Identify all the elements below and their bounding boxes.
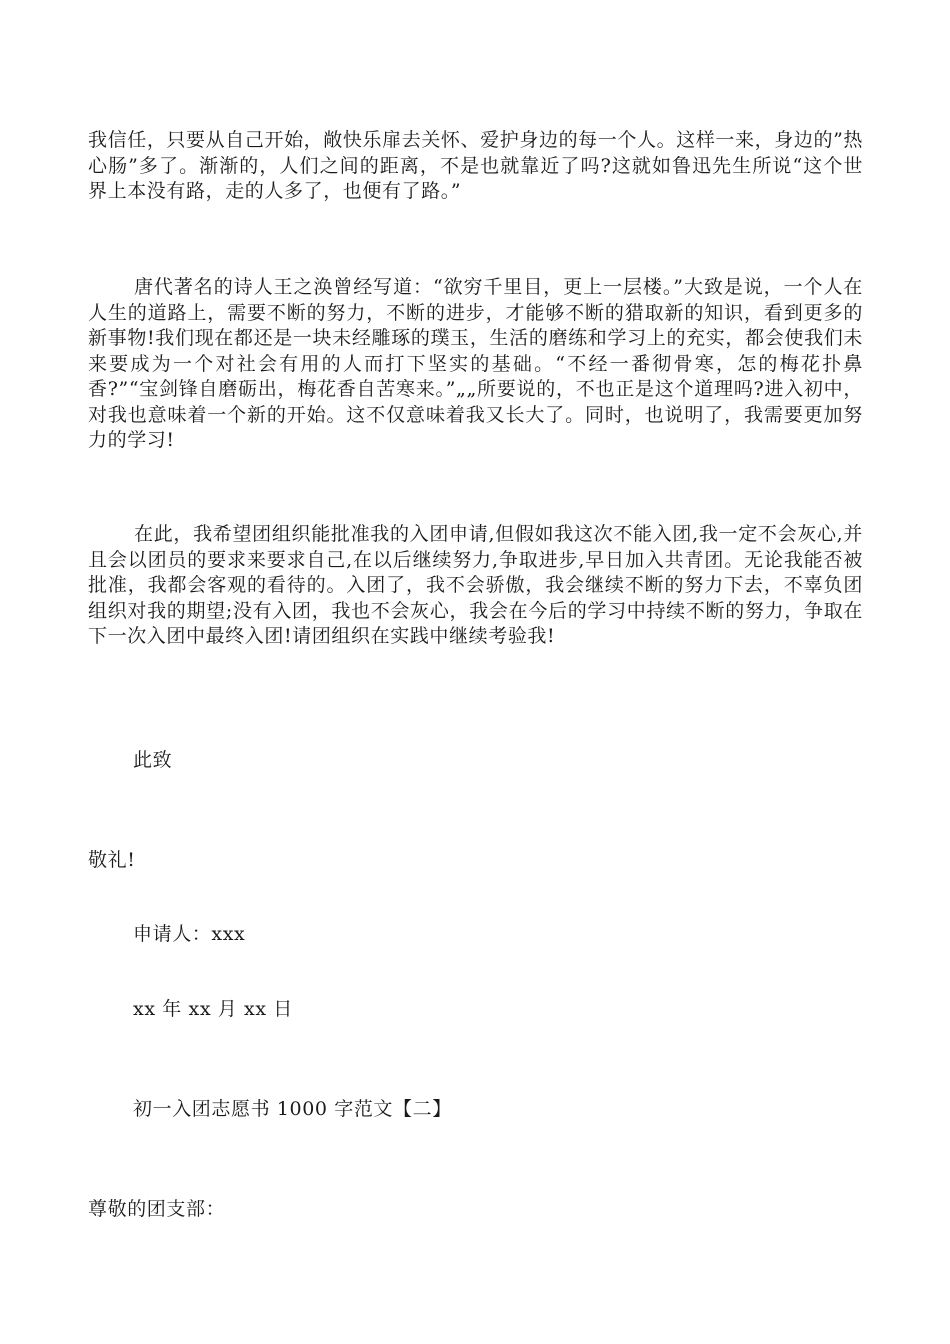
greeting-text: 尊敬的团支部：: [88, 1198, 226, 1220]
salute-text: 敬礼!: [88, 849, 136, 871]
body-paragraph: 唐代著名的诗人王之涣曾经写道：“欲穷千里目，更上一层楼。”大致是说，一个人在人生的道路上，需要不断的努力，不断的进步，才能够不断的猎取新的知识，看到更多的新事物!我们现在都还是一块未经雕琢的璞玉，生活的磨练和学习上的充实，都会使我们未来要成为一个对社会有用的人而打下坚实的基础。“不经一番彻骨寒，怎的梅花扑鼻香?”“宝剑锋自磨砺出，梅花香自苦寒来。”„„所要说的，不也正是这个道理吗?进入初中，对我也意味着一个新的开始。这不仅意味着我又长大了。同时，也说明了，我需要更加努力的学习!: [88, 276, 863, 451]
applicant-name: 申请人：xxx: [133, 923, 246, 945]
section-title: 初一入团志愿书 1000 字范文【二】: [133, 1098, 452, 1120]
body-paragraph: 我信任，只要从自己开始，敞快乐扉去关怀、爱护身边的每一个人。这样一来，身边的”热心肠”多了。渐渐的，人们之间的距离，不是也就靠近了吗?这就如鲁迅先生所说“这个世界上本没有路，走的人多了，也便有了路。”: [88, 129, 863, 202]
body-paragraph: 在此，我希望团组织能批准我的入团申请,但假如我这次不能入团,我一定不会灰心,并且会以团员的要求来要求自己,在以后继续努力,争取进步,早日加入共青团。无论我能否被批准，我都会客观的看待的。入团了，我不会骄傲，我会继续不断的努力下去，不辜负团组织对我的期望;没有入团，我也不会灰心，我会在今后的学习中持续不断的努力，争取在下一次入团中最终入团!请团组织在实践中继续考验我!: [88, 523, 863, 647]
date-text: xx 年 xx 月 xx 日: [133, 998, 293, 1020]
closing-text: 此致: [133, 749, 173, 771]
